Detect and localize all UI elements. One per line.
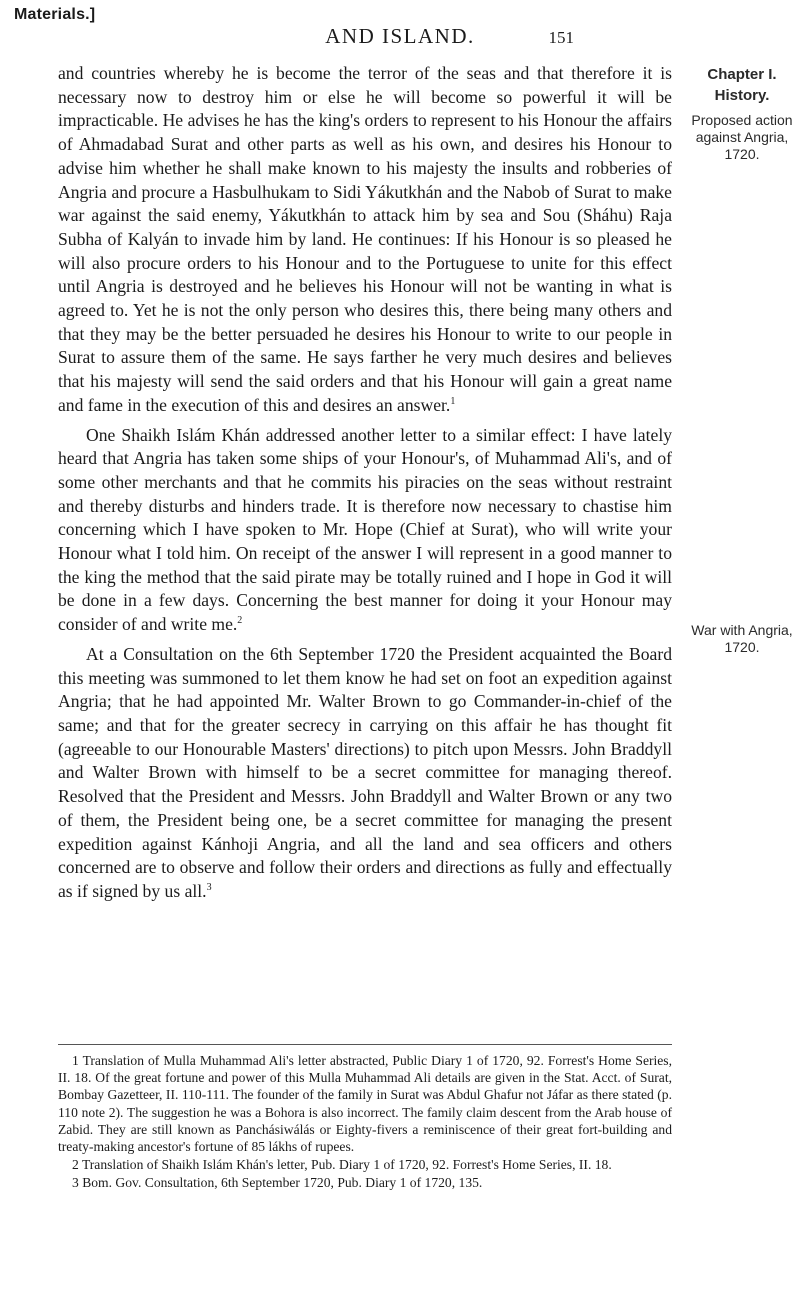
footnote: 2 Translation of Shaikh Islám Khán's letter, Pub. Diary 1 of 1720, 92. Forrest's Home Series, II. 18.	[72, 1157, 612, 1173]
paragraph	[58, 643, 672, 904]
chapter-label: Chapter I.	[707, 66, 777, 83]
footnote-ref: 3	[206, 882, 212, 894]
paragraph-text: One Shaikh Islám Khán addressed another letter to a similar effect: I have lately heard that Angria has taken some ships of your Honour's, of Muhammad Ali's, and of some other merchants and that he commits his piracies on the seas without restraint and thereby disturbs and hinders trade. It is therefore now necessary to chastise him concerning which I have spoken to Mr. Hope (Chief at Surat), who will write your Honour what I told him. On receipt of the answer I will represent in a good manner to the king the method that the said pirate may be totally ruined and I hope in God it will be done in a few days. Concerning the best manner for doing it your Honour may consider of and write me.	[58, 424, 672, 635]
paragraph	[58, 62, 672, 418]
footnote-divider	[58, 1044, 672, 1045]
margin-note-chapter	[684, 66, 800, 163]
history-label: History.	[714, 87, 770, 104]
page-number: 151	[548, 28, 574, 47]
margin-note-war: War with Angria, 1720.	[691, 622, 793, 655]
margin-note-proposed-action: Proposed action against Angria, 1720.	[691, 112, 793, 162]
footnotes	[58, 1052, 672, 1193]
paragraph	[58, 424, 672, 637]
paragraph-text: and countries whereby he is become the terror of the seas and that therefore it is necessary now to destroy him or else he will become so powerful it will be impracticable. He advises he has the king's orders to represent to his Honour the affairs of Ahmadabad Surat and other parts as well as his own, and desires his Honour to advise him whether he shall make known to his majesty the insults and robberies of Angria and procure a Hasbulhukam to Sidi Yákutkhán and the Nabob of Surat to make war against the said enemy, Yákutkhán to attack him by sea and Sou (Sháhu) Raja Subha of Kalyán to invade him by land. He continues: If his Honour is so pleased he will also procure orders to his Honour and to the Portuguese to unite for this effect until Angria is destroyed and he believes his Honour will not be wanting in what is agreed to. Yet he is not the only person who desires this, there being many others and that they may be the better persuaded he desires his Honour to write to our people in Surat to assure them of the same. He says farther he very much desires and believes that his majesty will send the said orders and that his Honour will gain a great name and fame in the execution of this and desires an answer.	[58, 63, 672, 415]
running-head: AND ISLAND.	[325, 24, 475, 48]
section-tag: Materials.]	[14, 6, 96, 23]
footnote-ref: 2	[237, 615, 243, 627]
footnote-ref: 1	[450, 395, 456, 407]
footnote: 1 Translation of Mulla Muhammad Ali's letter abstracted, Public Diary 1 of 1720, 92. Forrest's Home Series, II. 18. Of the great fortune and power of this Mulla Muhammad Ali details are given in the Stat. Acct. of Surat, Bombay Gazetteer, II. 110-111. The founder of the family in Surat was Abdul Ghafur not Jáfar as there stated (p. 110 note 2). The suggestion he was a Bohora is also incorrect. The family claim descent from the Arab house of Zabid. They are still known as Panchásiwálás or Eighty-fivers a reminiscence of their great fort-building and treaty-making ancestor's fortune of 85 lákhs of rupees.	[58, 1053, 672, 1155]
footnote: 3 Bom. Gov. Consultation, 6th September 1720, Pub. Diary 1 of 1720, 135.	[72, 1175, 483, 1191]
paragraph-text: At a Consultation on the 6th September 1720 the President acquainted the Board this meeting was summoned to let them know he had set on foot an expedition against Angria; that he had appointed Mr. Walter Brown to go Commander-in-chief of the same; and that for the greater secrecy in carrying on this affair he has thought fit (agreeable to our Honourable Masters' directions) to pitch upon Messrs. John Braddyll and Walter Brown with himself to be a secret committee for managing thereof. Resolved that the President and Messrs. John Braddyll and Walter Brown or any two of them, the President being one, be a secret committee for managing the present expedition against Kánhoji Angria, and all the land and sea officers and others concerned are to observe and follow their orders and directions as fully and effectually as if signed by us all.	[58, 643, 672, 901]
body-text	[58, 62, 672, 904]
